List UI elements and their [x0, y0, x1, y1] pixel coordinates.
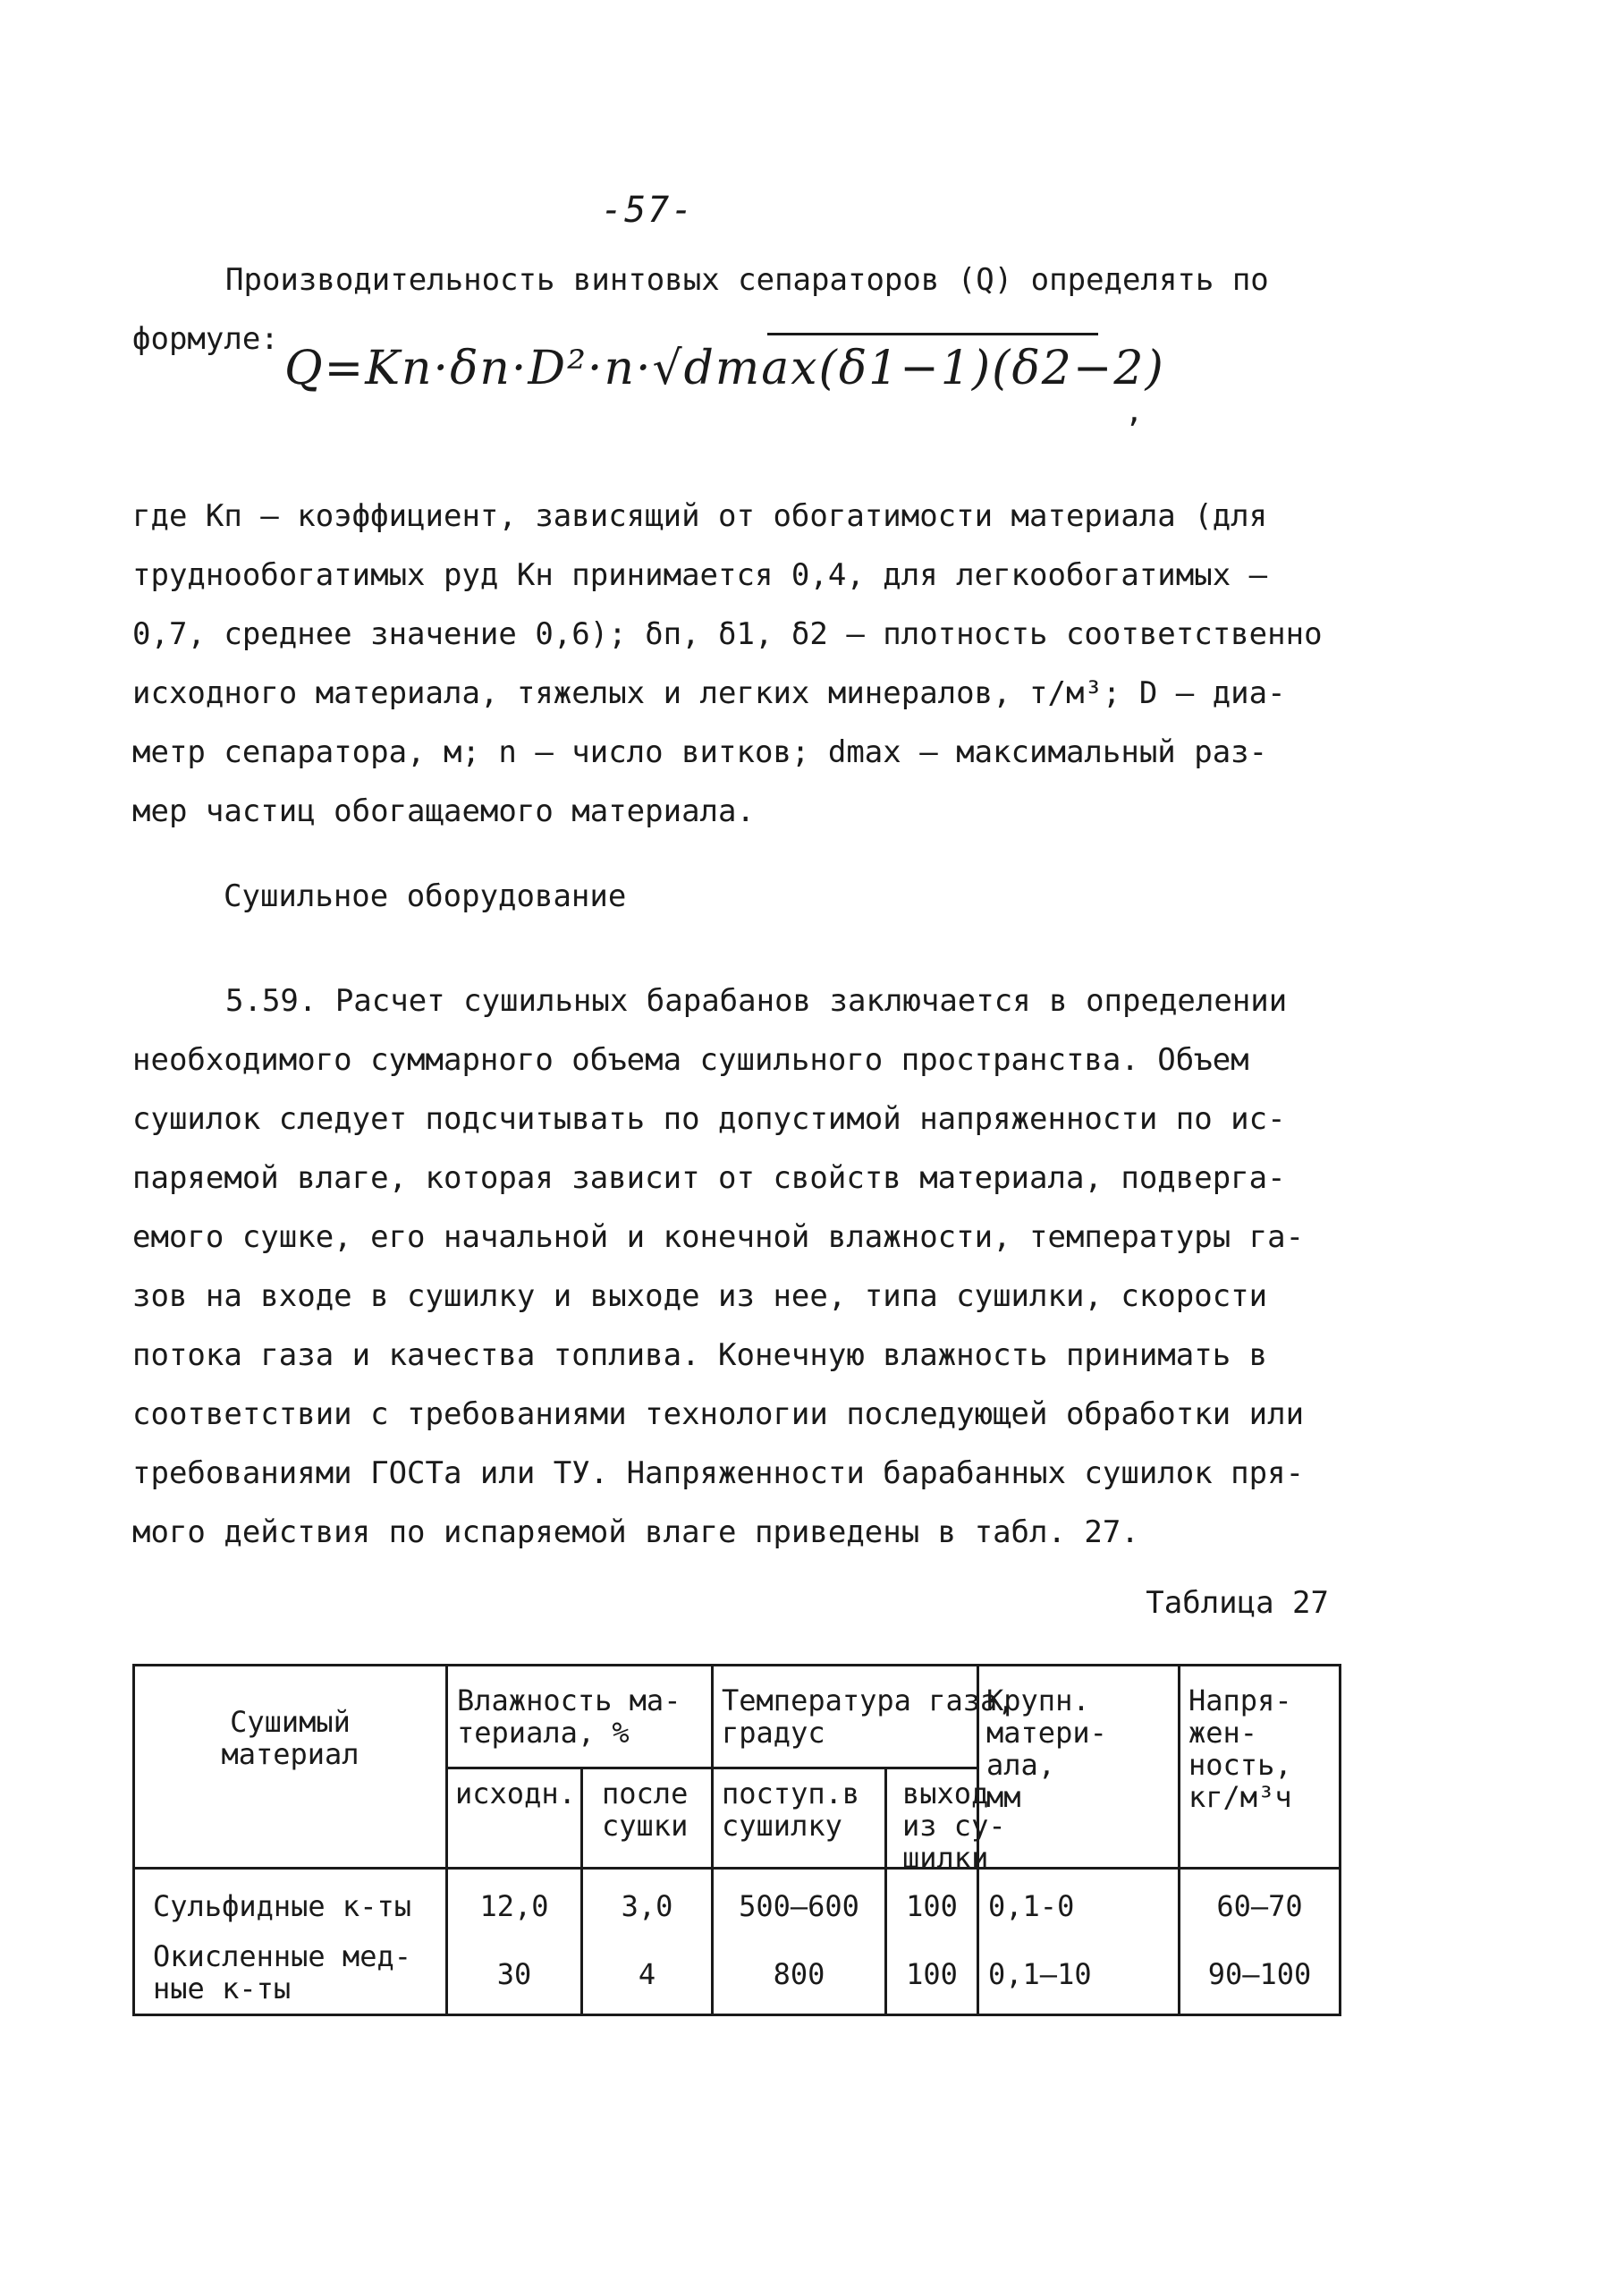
header-particle-size: Крупн. матери- ала, мм [986, 1683, 1107, 1814]
text-line: сушилок следует подсчитывать по допустимой напряженности по ис- [132, 1101, 1286, 1137]
row1-temp-outlet: 100 [906, 1889, 958, 1923]
dryer-intensity-table [132, 1664, 1341, 2016]
text-line: 5.59. Расчет сушильных барабанов заключается в определении [225, 983, 1288, 1019]
text-line: емого сушке, его начальной и конечной влажности, температуры га- [132, 1219, 1305, 1255]
header-intensity: Напря- жен- ность, кг/м³ч [1188, 1683, 1292, 1814]
formula-terminator: , [1125, 394, 1144, 429]
text-line: соответствии с требованиями технологии последующей обработки или [132, 1396, 1305, 1432]
row2-intensity: 90–100 [1207, 1957, 1312, 1991]
table-caption: Таблица 27 [1146, 1585, 1329, 1621]
drying-paragraph [132, 971, 1331, 1562]
text-line: 0,7, среднее значение 0,6); δп, δ1, δ2 – плотность соответственно [132, 616, 1323, 652]
row2-moisture-after: 4 [638, 1957, 656, 1991]
header-moisture-after: после сушки [602, 1776, 689, 1843]
text-line: паряемой влаге, которая зависит от свойств материала, подверга- [132, 1160, 1286, 1196]
text-line: исходного материала, тяжелых и легких минералов, т/м³; D – диа- [132, 675, 1286, 711]
table-rule [445, 1767, 711, 1769]
definitions-paragraph [132, 487, 1331, 841]
row1-moisture-initial: 12,0 [479, 1889, 549, 1923]
row1-moisture-after: 3,0 [621, 1889, 673, 1923]
text-line: где Kп – коэффициент, зависящий от обогатимости материала (для [132, 498, 1268, 534]
row2-particle-size: 0,1–10 [988, 1957, 1092, 1991]
text-line: необходимого суммарного объема сушильного пространства. Объем [132, 1042, 1249, 1078]
text-line: Производительность винтовых сепараторов (Q) определять по [225, 262, 1269, 298]
text-line: мер частиц обогащаемого материала. [132, 793, 755, 829]
text-line: труднообогатимых руд Kн принимается 0,4, для легкообогатимых – [132, 557, 1268, 593]
text-line: требованиями ГОСТа или ТУ. Напряженности барабанных сушилок пря- [132, 1455, 1305, 1491]
text-line: формуле: [132, 321, 279, 357]
formula-root-bar [767, 333, 1098, 335]
text-line: потока газа и качества топлива. Конечную влажность принимать в [132, 1337, 1268, 1373]
row2-temp-outlet: 100 [906, 1957, 958, 1991]
row1-intensity: 60–70 [1216, 1889, 1303, 1923]
header-moisture-initial: исходн. [455, 1776, 576, 1810]
row1-material: Сульфидные к-ты [153, 1889, 411, 1923]
row1-particle-size: 0,1-0 [988, 1889, 1075, 1923]
separator-capacity-formula: Q=Kп·δп·D²·n·√dmax(δ1−1)(δ2−2) [284, 342, 1165, 395]
header-gas-temperature: Температура газа, градус [722, 1683, 1015, 1750]
section-heading: Сушильное оборудование [224, 878, 627, 914]
row2-material: Окисленные мед- ные к-ты [153, 1939, 411, 2005]
header-material: Сушимый материал [221, 1705, 359, 1771]
text-line: мого действия по испаряемой влаге приведены в табл. 27. [132, 1514, 1139, 1550]
header-temp-outlet: выход из су- шилки [902, 1776, 1006, 1875]
header-temp-inlet: поступ.в сушилку [722, 1776, 860, 1843]
row2-moisture-initial: 30 [496, 1957, 532, 1991]
row1-temp-inlet: 500–600 [739, 1889, 859, 1923]
table-rule [711, 1767, 977, 1769]
row2-temp-inlet: 800 [773, 1957, 825, 1991]
table-rule [135, 1867, 1339, 1870]
text-line: зов на входе в сушилку и выходе из нее, типа сушилки, скорости [132, 1278, 1268, 1314]
header-moisture: Влажность ма- териала, % [457, 1683, 681, 1750]
text-line: метр сепаратора, м; n – число витков; dmax – максимальный раз- [132, 734, 1268, 770]
page-number: -57- [601, 190, 695, 231]
